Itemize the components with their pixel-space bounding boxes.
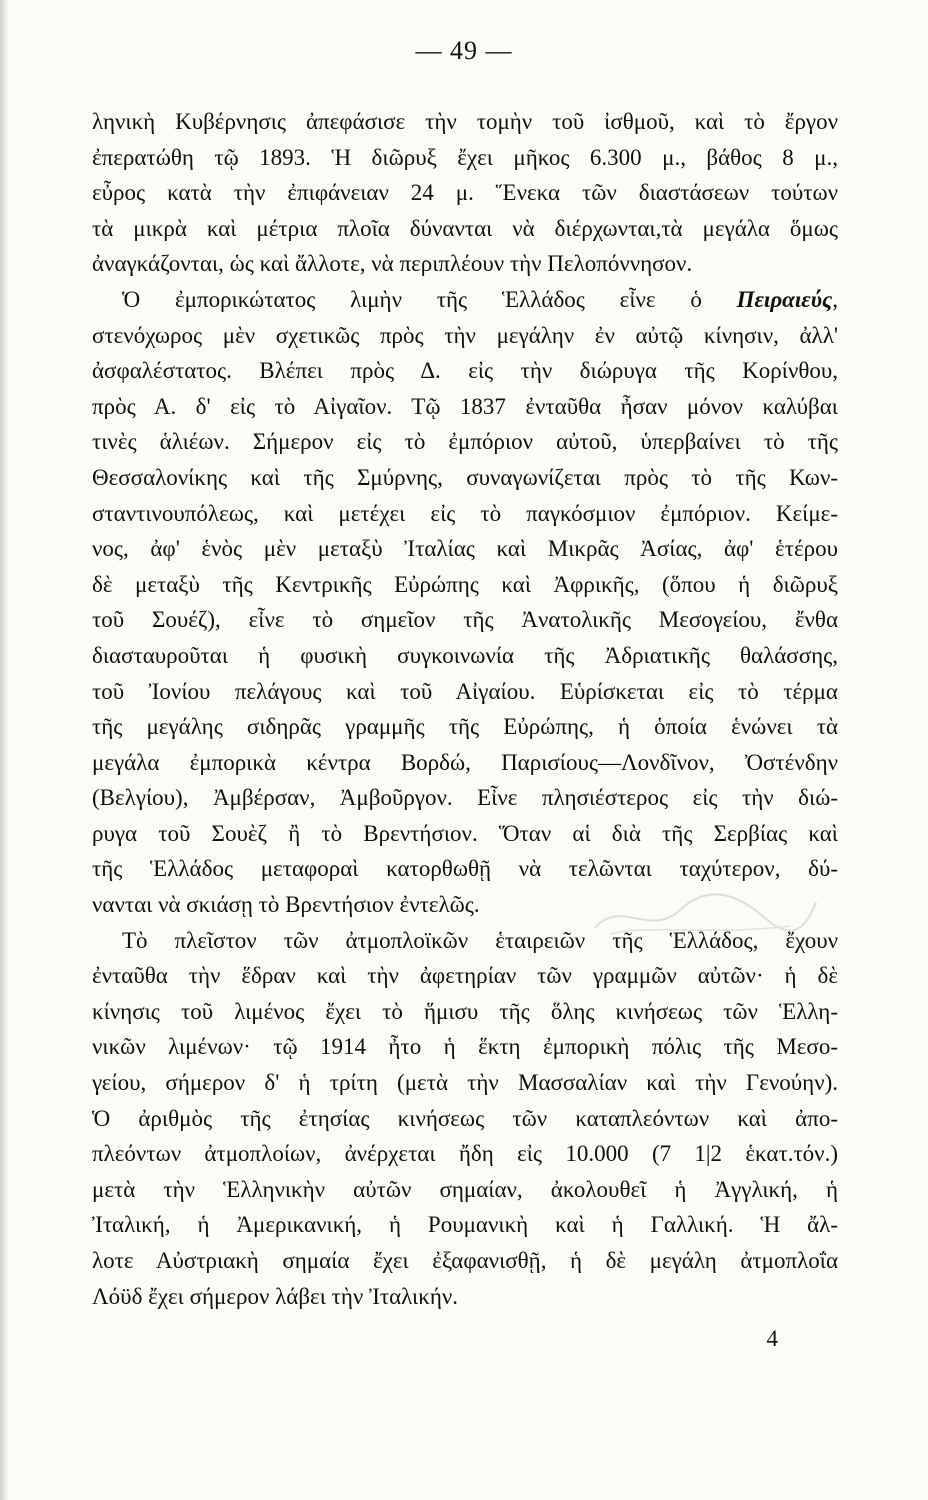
text-line: ἐπερατώθη τῷ 1893. Ἡ διῶρυξ ἔχει μῆκος 6.300 μ., βάθος 8 μ., [92, 144, 838, 170]
page-number: — 49 — [415, 36, 513, 65]
text-line: μετὰ τὴν Ἑλληνικὴν αὐτῶν σημαίαν, ἀκολουθεῖ ἡ Ἀγγλική, ἡ [92, 1176, 838, 1202]
text-line: Ἰταλική, ἡ Ἀμερικανική, ἡ Ρουμανικὴ καὶ ἡ Γαλλική. Ἡ ἄλ- [92, 1212, 838, 1238]
text-line: πλεόντων ἀτμοπλοίων, ἀνέρχεται ἤδη εἰς 10.000 (7 1|2 ἑκατ.τόν.) [92, 1141, 838, 1167]
text-line: ἀσφαλέστατος. Βλέπει πρὸς Δ. εἰς τὴν διώρυγα τῆς Κορίνθου, [92, 358, 838, 384]
page-binding-edge [0, 0, 9, 1500]
text-line: τοῦ Ἰονίου πελάγους καὶ τοῦ Αἰγαίου. Εὑρίσκεται εἰς τὸ τέρμα [92, 678, 838, 704]
text-line: ληνικὴ Κυβέρνησις ἀπεφάσισε τὴν τομὴν τοῦ ἰσθμοῦ, καὶ τὸ ἔργον [92, 109, 838, 134]
text-line: τοῦ Σουέζ), εἶνε τὸ σημεῖον τῆς Ἀνατολικῆς Μεσογείου, ἔνθα [92, 607, 838, 633]
text-line: διασταυροῦται ἡ φυσικὴ συγκοινωνία τῆς Ἀδριατικῆς θαλάσσης, [92, 642, 838, 668]
body-text [92, 104, 838, 1314]
emphasized-word: Πειραιεύς [736, 286, 833, 312]
text-line: γείου, σήμερον δ' ἡ τρίτη (μετὰ τὴν Μασσαλίαν καὶ τὴν Γενούην). [92, 1070, 838, 1096]
text-line: τῆς μεγάλης σιδηρᾶς γραμμῆς τῆς Εὐρώπης, ἡ ὁποία ἑνώνει τὰ [92, 714, 838, 740]
text-line: τὰ μικρὰ καὶ μέτρια πλοῖα δύνανται νὰ διέρχωνται,τὰ μεγάλα ὅμως [92, 215, 838, 241]
text-line: νος, ἀφ' ἑνὸς μὲν μεταξὺ Ἰταλίας καὶ Μικρᾶς Ἀσίας, ἀφ' ἑτέρου [92, 536, 838, 562]
text-line: σταντινουπόλεως, καὶ μετέχει εἰς τὸ παγκόσμιον ἐμπόριον. Κείμε- [92, 500, 838, 526]
text-line: πρὸς Α. δ' εἰς τὸ Αἰγαῖον. Τῷ 1837 ἐνταῦθα ἦσαν μόνον καλύβαι [92, 393, 838, 419]
text-line: τῆς Ἑλλάδος μεταφοραὶ κατορθωθῇ νὰ τελῶνται ταχύτερον, δύ- [92, 856, 838, 882]
signature-mark: 4 [766, 1326, 778, 1351]
text-line: Τὸ πλεῖστον τῶν ἀτμοπλοϊκῶν ἑταιρειῶν τῆς Ἑλλάδος, ἔχουν [122, 927, 838, 953]
text-line: νικῶν λιμένων· τῷ 1914 ἦτο ἡ ἕκτη ἐμπορικὴ πόλις τῆς Μεσο- [92, 1034, 838, 1060]
text-line: ἀναγκάζονται, ὡς καὶ ἄλλοτε, νὰ περιπλέουν τὴν Πελοπόννησον. [92, 251, 693, 277]
text-line: μεγάλα ἐμπορικὰ κέντρα Βορδώ, Παρισίους—Λονδῖνον, Ὀστένδην [92, 749, 838, 775]
text-line: εὖρος κατὰ τὴν ἐπιφάνειαν 24 μ. Ἕνεκα τῶν διαστάσεων τούτων [92, 180, 838, 206]
text-line: ἐνταῦθα τὴν ἕδραν καὶ τὴν ἀφετηρίαν τῶν γραμμῶν αὐτῶν· ἡ δὲ [92, 963, 838, 989]
text-line: λοτε Αὐστριακὴ σημαία ἔχει ἐξαφανισθῇ, ἡ δὲ μεγάλη ἀτμοπλοΐα [92, 1248, 838, 1273]
text-line: Ὁ ἀριθμὸς τῆς ἐτησίας κινήσεως τῶν καταπλεόντων καὶ ἀπο- [92, 1105, 838, 1131]
text-line: Θεσσαλονίκης καὶ τῆς Σμύρνης, συναγωνίζεται πρὸς τὸ τῆς Κων- [92, 464, 838, 490]
text-line: στενόχωρος μὲν σχετικῶς πρὸς τὴν μεγάλην ἐν αὐτῷ κίνησιν, ἀλλ' [92, 322, 838, 348]
text-line: Ὁ ἐμπορικώτατος λιμὴν τῆς Ἑλλάδος εἶνε ὁ Πειραιεύς, [122, 286, 838, 312]
text-line: κίνησις τοῦ λιμένος ἔχει τὸ ἥμισυ τῆς ὅλης κινήσεως τῶν Ἑλλη- [92, 998, 838, 1024]
text-line: νανται νὰ σκιάσῃ τὸ Βρεντήσιον ἐντελῶς. [92, 892, 480, 918]
text-line: δὲ μεταξὺ τῆς Κεντρικῆς Εὐρώπης καὶ Ἀφρικῆς, (ὅπου ἡ διῶρυξ [92, 571, 838, 597]
text-line: τινὲς ἁλιέων. Σήμερον εἰς τὸ ἐμπόριον αὐτοῦ, ὑπερβαίνει τὸ τῆς [92, 429, 838, 455]
text-line: Λόϋδ ἔχει σήμερον λάβει τὴν Ἰταλικήν. [92, 1283, 459, 1309]
text-line: ρυγα τοῦ Σουὲζ ἢ τὸ Βρεντήσιον. Ὅταν αἱ διὰ τῆς Σερβίας καὶ [92, 820, 838, 846]
text-line: (Βελγίου), Ἀμβέρσαν, Ἀμβοῦργον. Εἶνε πλησιέστερος εἰς τὴν διώ- [92, 785, 838, 811]
